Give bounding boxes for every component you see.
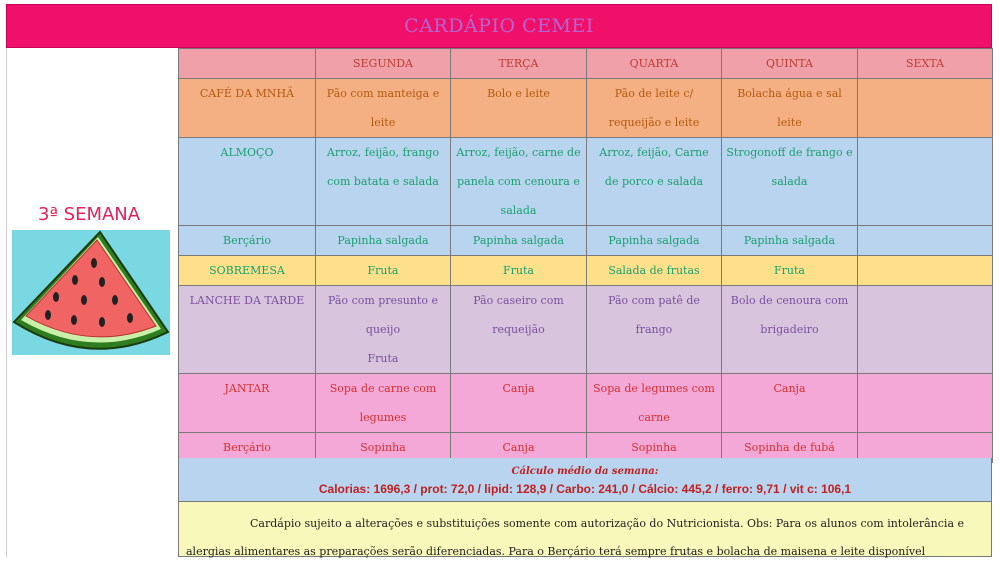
corner-cell	[179, 49, 316, 79]
menu-cell: Papinha salgada	[587, 226, 722, 256]
table-row	[179, 79, 993, 138]
menu-cell: Fruta	[451, 256, 587, 286]
title-banner	[6, 4, 992, 48]
meal-label: Berçário	[179, 433, 316, 463]
menu-cell: Sopinha	[587, 433, 722, 463]
day-header: QUARTA	[587, 49, 722, 79]
menu-cell: Sopa de legumes com carne	[587, 374, 722, 433]
menu-cell: Pão de leite c/ requeijão e leite	[587, 79, 722, 138]
meal-label: ALMOÇO	[179, 138, 316, 226]
header-row	[179, 49, 993, 79]
nutrition-title: Cálculo médio da semana:	[511, 466, 659, 477]
menu-cell: Pão com manteiga e leite	[316, 79, 451, 138]
table-row	[179, 374, 993, 433]
meal-label: JANTAR	[179, 374, 316, 433]
nutrition-values: Calorias: 1696,3 / prot: 72,0 / lipid: 128,9 / Carbo: 241,0 / Cálcio: 445,2 / ferro: 9,71 / vit c: 106,1	[318, 482, 852, 496]
menu-cell: Sopinha de fubá	[722, 433, 858, 463]
menu-cell	[858, 79, 993, 138]
menu-cell: Arroz, feijão, carne de panela com cenoura e salada	[451, 138, 587, 226]
meal-label: Berçário	[179, 226, 316, 256]
menu-cell: Sopinha	[316, 433, 451, 463]
menu-cell	[858, 286, 993, 374]
menu-cell: Bolo e leite	[451, 79, 587, 138]
menu-cell: Canja	[451, 433, 587, 463]
page-title: CARDÁPIO CEMEI	[404, 15, 594, 37]
meal-label: CAFÉ DA MNHÃ	[179, 79, 316, 138]
menu-cell: Papinha salgada	[316, 226, 451, 256]
day-header: SEXTA	[858, 49, 993, 79]
watermelon-illustration	[12, 230, 170, 355]
menu-cell: Arroz, feijão, Carne de porco e salada	[587, 138, 722, 226]
menu-cell	[858, 138, 993, 226]
meal-label: SOBREMESA	[179, 256, 316, 286]
menu-cell: Strogonoff de frango e salada	[722, 138, 858, 226]
day-header: TERÇA	[451, 49, 587, 79]
watermelon-icon	[12, 230, 170, 355]
menu-cell: Pão com patê de frango	[587, 286, 722, 374]
menu-cell: Pão com presunto e queijo Fruta	[316, 286, 451, 374]
menu-cell: Papinha salgada	[722, 226, 858, 256]
menu-cell: Fruta	[722, 256, 858, 286]
table-row	[179, 256, 993, 286]
menu-cell: Canja	[451, 374, 587, 433]
notes-text: Cardápio sujeito a alterações e substituições somente com autorização do Nutricionista. Obs: Para os alunos com intolerância e alergias alimentares as preparações serão diferenciadas. Para o Berçário terá sempre frutas e bolacha de maisena e leite disponível	[186, 517, 965, 558]
table-row	[179, 286, 993, 374]
week-label: 3ª SEMANA	[38, 204, 141, 225]
menu-cell: Bolo de cenoura com brigadeiro	[722, 286, 858, 374]
menu-cell: Pão caseiro com requeijão	[451, 286, 587, 374]
menu-cell: Arroz, feijão, frango com batata e salada	[316, 138, 451, 226]
menu-cell: Papinha salgada	[451, 226, 587, 256]
day-header: QUINTA	[722, 49, 858, 79]
menu-cell	[858, 374, 993, 433]
menu-cell: Canja	[722, 374, 858, 433]
menu-cell	[858, 226, 993, 256]
meal-label: LANCHE DA TARDE	[179, 286, 316, 374]
menu-table	[178, 48, 993, 463]
day-header: SEGUNDA	[316, 49, 451, 79]
table-row	[179, 138, 993, 226]
menu-cell: Bolacha água e sal leite	[722, 79, 858, 138]
table-row	[179, 226, 993, 256]
menu-cell	[858, 256, 993, 286]
menu-cell: Salada de frutas	[587, 256, 722, 286]
nutrition-summary	[178, 458, 992, 502]
menu-cell: Sopa de carne com legumes	[316, 374, 451, 433]
menu-cell: Fruta	[316, 256, 451, 286]
